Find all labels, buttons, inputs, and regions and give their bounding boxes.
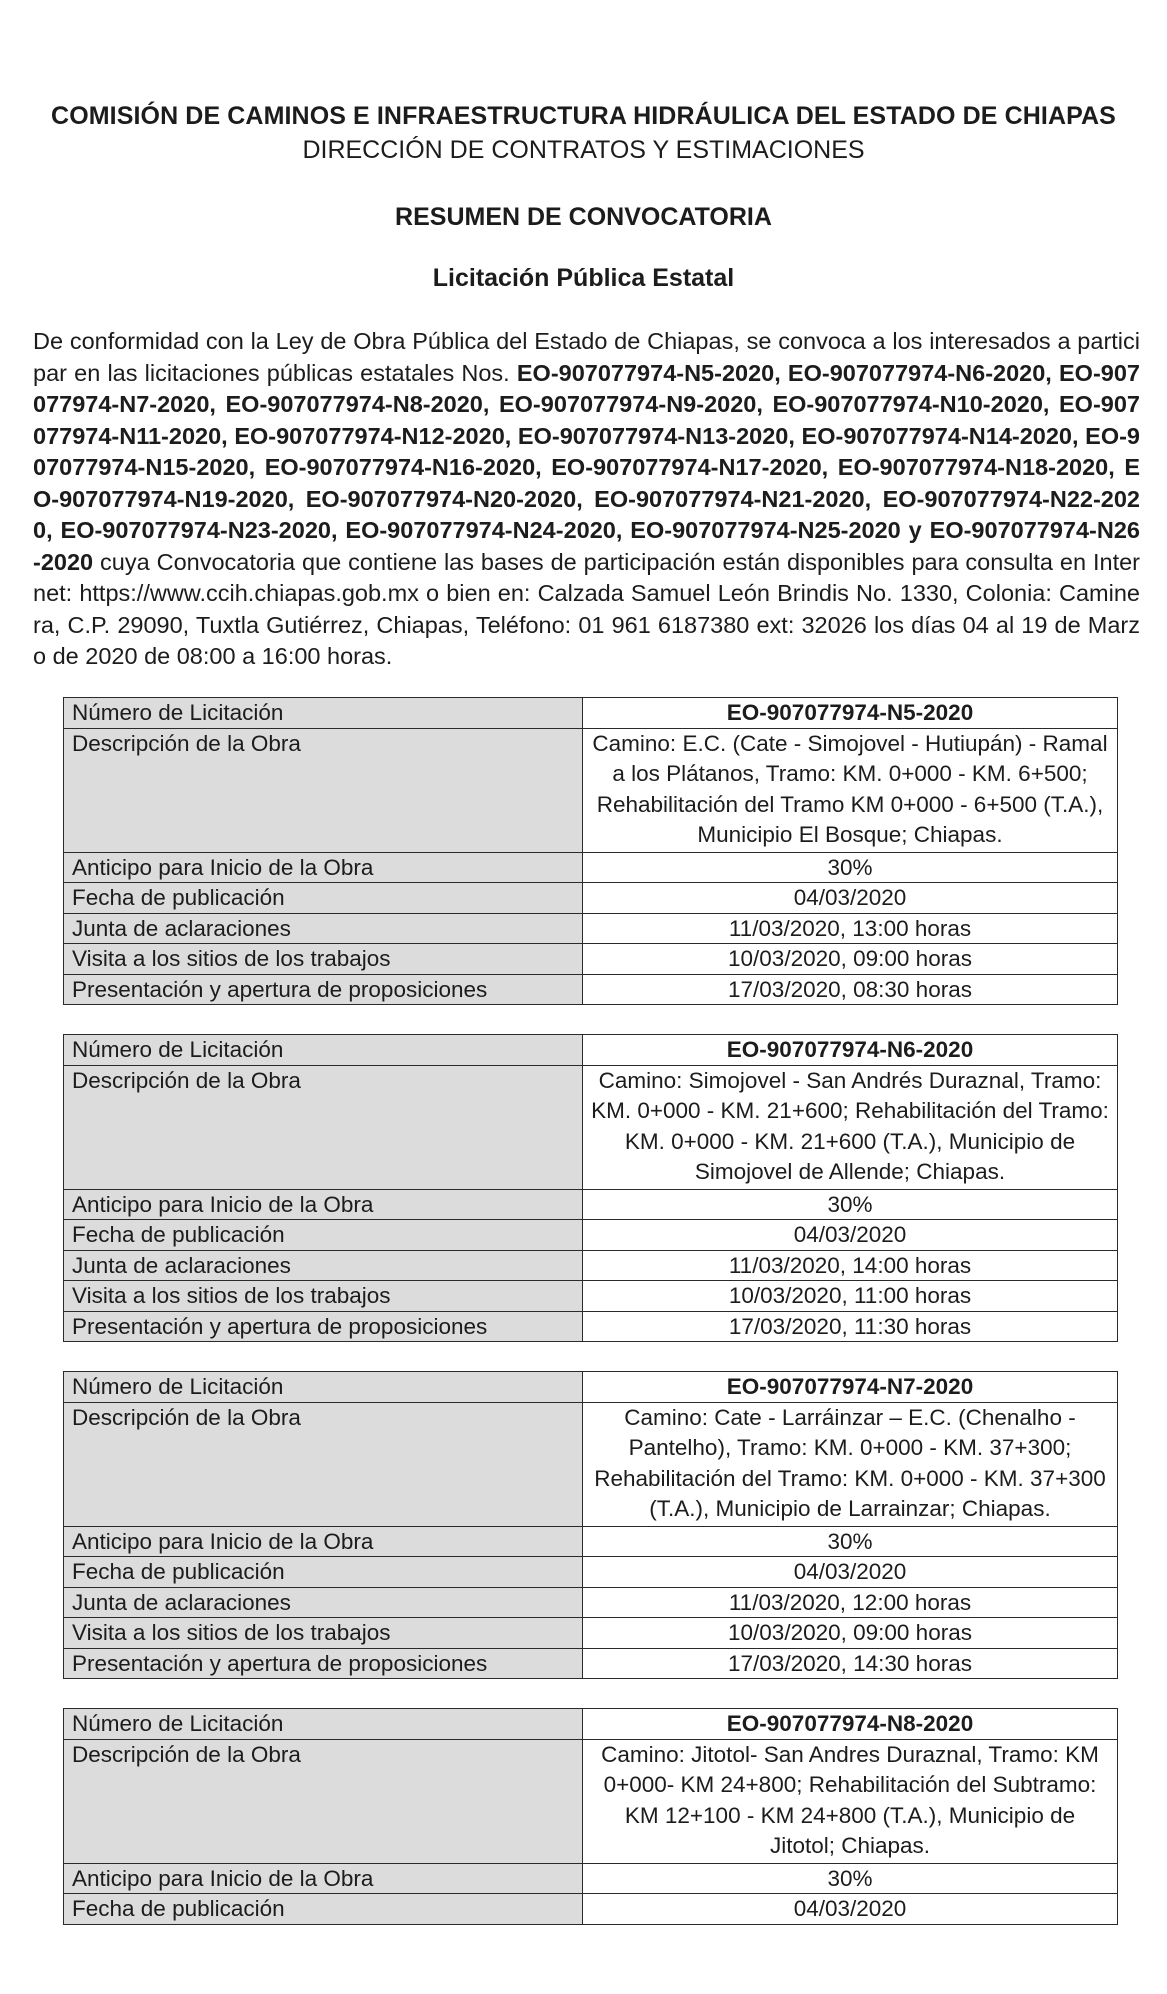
tender-presentacion: 17/03/2020, 14:30 horas [583,1648,1118,1679]
table-row [64,1894,1118,1925]
label-fecha: Fecha de publicación [64,1894,583,1925]
document-title: RESUMEN DE CONVOCATORIA [395,203,772,231]
tender-description: Camino: Cate - Larráinzar – E.C. (Chenalho - Pantelho), Tramo: KM. 0+000 - KM. 37+300; Rehabilitación del Tramo: KM. 0+000 - KM. 37+300 (T.A.), Municipio de Larrainzar; Chiapas. [583,1402,1118,1526]
tender-junta: 11/03/2020, 12:00 horas [583,1587,1118,1618]
label-descripcion: Descripción de la Obra [64,1402,583,1526]
table-row [64,1863,1118,1894]
table-row [64,698,1118,729]
label-visita: Visita a los sitios de los trabajos [64,1281,583,1312]
label-junta: Junta de aclaraciones [64,913,583,944]
organization-name: COMISIÓN DE CAMINOS E INFRAESTRUCTURA HIDRÁULICA DEL ESTADO DE CHIAPAS [51,102,1116,130]
table-row [64,1220,1118,1251]
tender-fecha: 04/03/2020 [583,1220,1118,1251]
tender-table-3 [63,1371,1118,1679]
label-visita: Visita a los sitios de los trabajos [64,944,583,975]
label-fecha: Fecha de publicación [64,1557,583,1588]
label-junta: Junta de aclaraciones [64,1587,583,1618]
label-descripcion: Descripción de la Obra [64,1065,583,1189]
intro-tender-numbers: EO-907077974-N5-2020, EO-907077974-N6-2020, EO-907077974-N7-2020, EO-907077974-N8-2020, EO-907077974-N9-2020, EO-907077974-N10-2020, EO-907077974-N11-2020, EO-907077974-N12-2020, EO-907077974-N13-2020, EO-907077974-N14-2020, EO-907077974-N15-2020, EO-907077974-N16-2020, EO-907077974-N17-2020, EO-907077974-N18-2020, EO-907077974-N19-2020, EO-907077974-N20-2020, EO-907077974-N21-2020, EO-907077974-N22-2020, EO-907077974-N23-2020, EO-907077974-N24-2020, EO-907077974-N25-2020 y EO-907077974-N26-2020 [33,359,1140,575]
table-row [64,1189,1118,1220]
label-anticipo: Anticipo para Inicio de la Obra [64,1526,583,1557]
tender-description: Camino: E.C. (Cate - Simojovel - Hutiupán) - Ramal a los Plátanos, Tramo: KM. 0+000 - KM. 6+500; Rehabilitación del Tramo KM 0+000 - 6+500 (T.A.), Municipio El Bosque; Chiapas. [583,728,1118,852]
table-row [64,1250,1118,1281]
table-row [64,1402,1118,1526]
label-numero: Número de Licitación [64,1709,583,1740]
tender-number: EO-907077974-N6-2020 [583,1035,1118,1066]
label-presentacion: Presentación y apertura de proposiciones [64,1311,583,1342]
table-row [64,944,1118,975]
tender-table-2 [63,1034,1118,1342]
tender-fecha: 04/03/2020 [583,1894,1118,1925]
label-anticipo: Anticipo para Inicio de la Obra [64,1863,583,1894]
tender-number: EO-907077974-N5-2020 [583,698,1118,729]
tender-visita: 10/03/2020, 09:00 horas [583,944,1118,975]
table-row [64,1709,1118,1740]
tender-anticipo: 30% [583,1189,1118,1220]
label-numero: Número de Licitación [64,1372,583,1403]
tender-description: Camino: Simojovel - San Andrés Duraznal, Tramo: KM. 0+000 - KM. 21+600; Rehabilitación del Tramo: KM. 0+000 - KM. 21+600 (T.A.), Municipio de Simojovel de Allende; Chiapas. [583,1065,1118,1189]
label-visita: Visita a los sitios de los trabajos [64,1618,583,1649]
tender-table-4 [63,1708,1118,1925]
table-row [64,1557,1118,1588]
tender-fecha: 04/03/2020 [583,883,1118,914]
table-row [64,1648,1118,1679]
document-subtitle: Licitación Pública Estatal [432,264,735,292]
tender-visita: 10/03/2020, 09:00 horas [583,1618,1118,1649]
table-row [64,728,1118,852]
table-row [64,974,1118,1005]
label-numero: Número de Licitación [64,1035,583,1066]
tender-number: EO-907077974-N8-2020 [583,1709,1118,1740]
label-anticipo: Anticipo para Inicio de la Obra [64,852,583,883]
tender-presentacion: 17/03/2020, 11:30 horas [583,1311,1118,1342]
label-descripcion: Descripción de la Obra [64,728,583,852]
table-row [64,1587,1118,1618]
table-row [64,883,1118,914]
label-numero: Número de Licitación [64,698,583,729]
tender-description: Camino: Jitotol- San Andres Duraznal, Tramo: KM 0+000- KM 24+800; Rehabilitación del Subtramo: KM 12+100 - KM 24+800 (T.A.), Municipio de Jitotol; Chiapas. [583,1739,1118,1863]
label-presentacion: Presentación y apertura de proposiciones [64,1648,583,1679]
label-junta: Junta de aclaraciones [64,1250,583,1281]
tender-anticipo: 30% [583,1863,1118,1894]
label-anticipo: Anticipo para Inicio de la Obra [64,1189,583,1220]
department-name: DIRECCIÓN DE CONTRATOS Y ESTIMACIONES [302,136,865,164]
label-descripcion: Descripción de la Obra [64,1739,583,1863]
tender-junta: 11/03/2020, 14:00 horas [583,1250,1118,1281]
tender-number: EO-907077974-N7-2020 [583,1372,1118,1403]
tender-presentacion: 17/03/2020, 08:30 horas [583,974,1118,1005]
tender-fecha: 04/03/2020 [583,1557,1118,1588]
tender-visita: 10/03/2020, 11:00 horas [583,1281,1118,1312]
tender-table-1 [63,697,1118,1005]
label-fecha: Fecha de publicación [64,883,583,914]
table-row [64,1372,1118,1403]
intro-text-1: De conformidad con la Ley de Obra Pública del Estado de Chiapas, se convoca a los interesados a participar en las licitaciones públicas estatales Nos. [33,328,1140,386]
table-row [64,1035,1118,1066]
table-row [64,913,1118,944]
table-row [64,1281,1118,1312]
label-fecha: Fecha de publicación [64,1220,583,1251]
intro-text-2: cuya Convocatoria que contiene las bases de participación están disponibles para consulta en Internet: https://www.ccih.chiapas.gob.mx o bien en: Calzada Samuel León Brindis No. 1330, Colonia: Caminera, C.P. 29090, Tuxtla Gutiérrez, Chiapas, Teléfono: 01 961 6187380 ext: 32026 los días 04 al 19 de Marzo de 2020 de 08:00 a 16:00 horas. [33,548,1140,669]
table-row [64,1526,1118,1557]
table-row [64,852,1118,883]
table-row [64,1311,1118,1342]
table-row [64,1618,1118,1649]
intro-paragraph [33,326,1140,673]
table-row [64,1065,1118,1189]
tender-anticipo: 30% [583,1526,1118,1557]
label-presentacion: Presentación y apertura de proposiciones [64,974,583,1005]
tender-junta: 11/03/2020, 13:00 horas [583,913,1118,944]
table-row [64,1739,1118,1863]
tender-anticipo: 30% [583,852,1118,883]
